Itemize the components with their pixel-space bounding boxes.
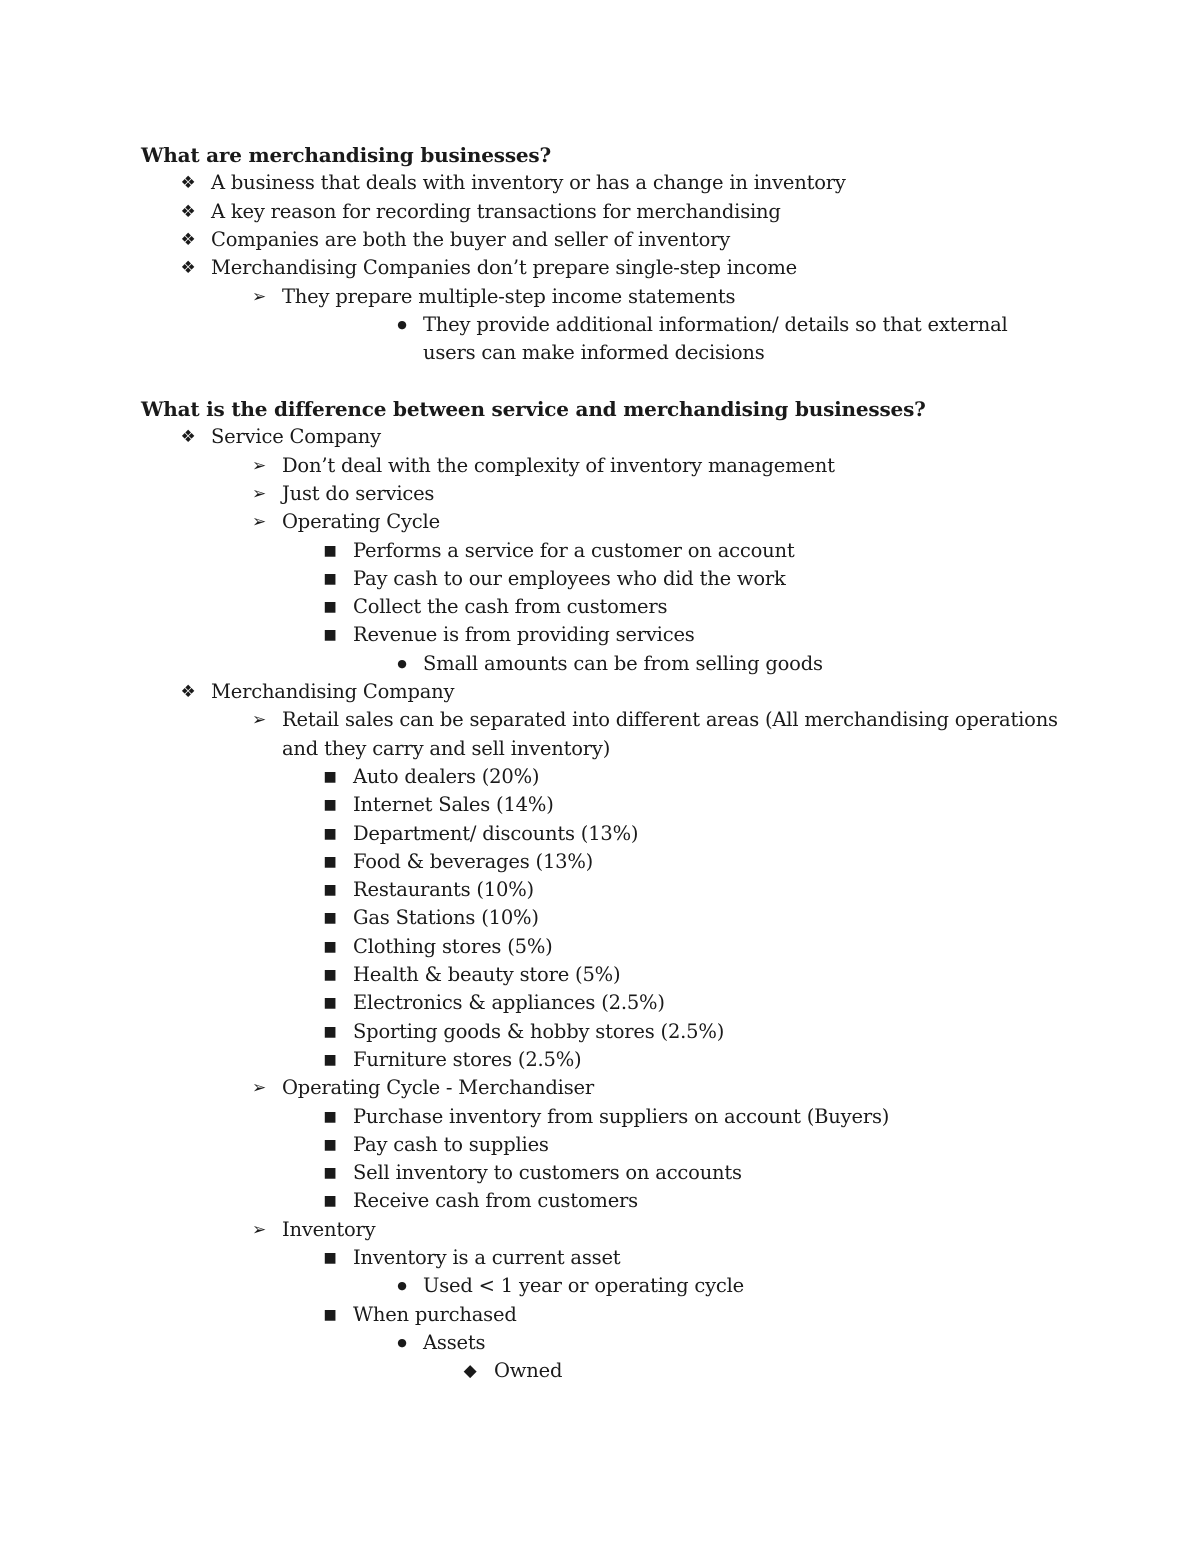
list-item [323,1046,1062,1074]
list-item-text: Used < 1 year or operating cycle [423,1274,745,1298]
bullet-marker-icon: ■ [323,910,337,927]
list-item-text: Don’t deal with the complexity of inventory management [282,453,835,477]
list-item-text: Service Company [211,425,381,449]
list-item-text: Retail sales can be separated into different areas (All merchandising operations and they carry and sell inventory) [282,708,1058,760]
list-item [323,1018,1062,1046]
bullet-marker-icon: ❖ [180,173,196,194]
list-item-text: Small amounts can be from selling goods [423,651,823,675]
bullet-marker-icon: ➢ [251,455,267,476]
bullet-marker-icon: ● [397,1335,407,1349]
bullet-marker-icon: ➢ [251,286,267,307]
list-item [180,678,1062,706]
bullet-marker-icon: ■ [323,853,337,870]
list-item-text: Food & beverages (13%) [353,849,594,873]
list-item-text: Sell inventory to customers on accounts [353,1161,742,1185]
list-item-text: Auto dealers (20%) [353,764,540,788]
bullet-marker-icon: ■ [323,938,337,955]
list-item-text: Revenue is from providing services [353,623,695,647]
list-item [180,198,1062,226]
bullet-marker-icon: ● [397,656,407,670]
bullet-marker-icon: ■ [323,882,337,899]
bullet-marker-icon: ❖ [180,258,196,279]
list-item-text: Purchase inventory from suppliers on account (Buyers) [353,1104,890,1128]
list-item [323,621,1062,649]
list-item-text: Health & beauty store (5%) [353,963,621,986]
bullet-marker-icon: ➢ [251,710,267,731]
bullet-marker-icon: ■ [323,1193,337,1210]
bullet-marker-icon: ■ [323,995,337,1012]
list-item-text: Assets [423,1330,486,1354]
bullet-marker-icon: ■ [323,1108,337,1125]
bullet-marker-icon: ❖ [180,427,196,448]
bullet-marker-icon: ◆ [463,1361,477,1382]
list-item-text: They provide additional information/ details so that external users can make informed decisions [423,312,1008,365]
list-item-text: Merchandising Companies don’t prepare single-step income [211,256,798,280]
list-item-text: Receive cash from customers [353,1189,638,1213]
list-item-text: Companies are both the buyer and seller of inventory [211,227,731,251]
list-item [323,537,1062,565]
list-item [251,1074,1062,1102]
bullet-marker-icon: ■ [323,825,337,842]
list-item-text: Internet Sales (14%) [353,793,554,817]
list-item-text: Furniture stores (2.5%) [353,1047,582,1071]
list-item-text: They prepare multiple-step income statements [282,284,736,308]
bullet-marker-icon: ➢ [251,512,267,533]
list-item [323,904,1062,932]
list-item [323,593,1062,621]
list-item [251,452,1062,480]
list-item [180,226,1062,254]
bullet-marker-icon: ➢ [251,483,267,504]
bullet-marker-icon: ■ [323,1136,337,1153]
list-item [251,508,1062,536]
bullet-marker-icon: ■ [323,1051,337,1068]
list-item [323,933,1062,961]
list-item-text: When purchased [353,1302,517,1326]
bullet-marker-icon: ■ [323,1250,337,1266]
list-item [180,169,1062,197]
list-item [323,565,1062,593]
bullet-marker-icon: ■ [323,570,337,587]
section-heading: What are merchandising businesses? [141,143,551,167]
list-item [323,791,1062,819]
bullet-marker-icon: ● [397,1279,407,1293]
bullet-marker-icon: ❖ [180,682,196,702]
bullet-marker-icon: ■ [323,542,337,559]
list-item [323,820,1062,848]
list-item [397,1329,1062,1357]
list-item-text: Performs a service for a customer on account [353,538,795,562]
list-item [180,254,1062,282]
list-item-text: A business that deals with inventory or has a change in inventory [211,171,846,195]
list-item-text: A key reason for recording transactions for merchandising [211,199,781,223]
list-item [323,876,1062,904]
list-item [251,283,1062,311]
list-item-text: Inventory [282,1217,376,1241]
list-item-text: Electronics & appliances (2.5%) [353,991,665,1015]
bullet-marker-icon: ➢ [251,1078,267,1099]
list-item-text: Operating Cycle - Merchandiser [282,1076,594,1100]
bullet-marker-icon: ■ [323,797,337,814]
list-item [323,848,1062,876]
list-item [251,480,1062,508]
list-item [323,961,1062,989]
bullet-marker-icon: ■ [323,627,337,644]
bullet-marker-icon: ■ [323,599,337,616]
bullet-marker-icon: ■ [323,967,337,983]
list-item [323,1244,1062,1272]
list-item [323,1301,1062,1329]
bullet-marker-icon: ➢ [251,1219,267,1240]
list-item [323,1131,1062,1159]
section-heading: What is the difference between service and merchandising businesses? [141,397,926,421]
list-item [323,1103,1062,1131]
list-item [323,763,1062,791]
list-item-text: Owned [494,1359,563,1383]
list-item [180,423,1062,451]
list-item [251,1216,1062,1244]
list-item-text: Department/ discounts (13%) [353,821,639,845]
list-item [251,706,1062,763]
list-item-text: Inventory is a current asset [353,1246,621,1269]
list-item-text: Merchandising Company [211,680,455,703]
list-item [397,311,1062,368]
list-item-text: Collect the cash from customers [353,595,668,619]
bullet-marker-icon: ■ [323,768,337,785]
list-item-text: Just do services [282,481,435,505]
list-item-text: Pay cash to our employees who did the work [353,566,786,590]
list-item-text: Clothing stores (5%) [353,934,553,958]
list-item [463,1357,1062,1385]
list-item-text: Operating Cycle [282,510,440,534]
list-item-text: Restaurants (10%) [353,878,534,902]
bullet-marker-icon: ❖ [180,229,196,250]
list-item [323,1159,1062,1187]
list-item-text: Gas Stations (10%) [353,906,539,930]
list-item [397,650,1062,678]
list-item [323,1187,1062,1215]
list-item [323,989,1062,1017]
bullet-marker-icon: ■ [323,1023,337,1040]
list-item-text: Sporting goods & hobby stores (2.5%) [353,1019,725,1043]
list-item-text: Pay cash to supplies [353,1132,549,1156]
list-item [397,1272,1062,1300]
bullet-marker-icon: ■ [323,1165,337,1182]
bullet-marker-icon: ■ [323,1306,337,1323]
bullet-marker-icon: ● [397,317,407,331]
bullet-marker-icon: ❖ [180,201,196,222]
